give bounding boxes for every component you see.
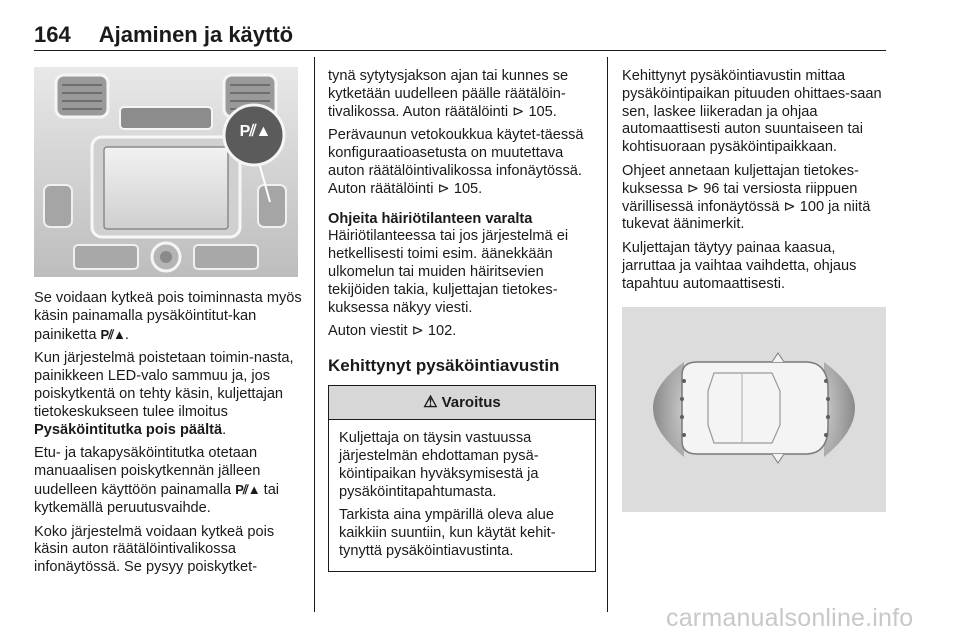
paragraph: Kun järjestelmä poistetaan toimin-nasta, painikkeen LED-valo sammuu ja, jos poiskytkentä on tehty käsin, kuljettajan tietokeskukseen tulee ilmoitus Pysäköintitutka pois päältä. bbox=[34, 350, 294, 438]
page-reference[interactable]: ⊳ 100 bbox=[783, 198, 825, 215]
header-rule bbox=[34, 50, 886, 51]
column-3 bbox=[622, 68, 890, 300]
paragraph: Häiriötilanteessa tai jos järjestelmä ei hetkellisesti toimi esim. äänekkään ulkomelun tai muiden häiritsevien tekijöiden takia, kuljettajan tietokes-kuksessa näkyy viesti. bbox=[328, 228, 569, 316]
paragraph: Koko järjestelmä voidaan kytkeä pois käsin auton räätälöintivalikossa infonäytössä. Se pysyy poiskytket- bbox=[34, 523, 275, 576]
dashboard-photo bbox=[34, 67, 298, 277]
page-reference[interactable]: ⊳ 102. bbox=[411, 323, 457, 340]
page-reference[interactable]: ⊳ 105. bbox=[437, 180, 483, 197]
subheading: Ohjeita häiriötilanteen varalta bbox=[328, 210, 533, 227]
page-reference[interactable]: ⊳ 96 bbox=[686, 180, 720, 197]
warning-box bbox=[328, 385, 596, 572]
paragraph: Kuljettaja on täysin vastuussa järjestelmän ehdottaman pysä-köintipaikan hyväksymisestä ja pysäköintitapahtumasta. bbox=[339, 430, 539, 500]
warning-title: Varoitus bbox=[441, 393, 501, 411]
paragraph: tynä sytytysjakson ajan tai kunnes se kytketään uudelleen päälle räätälöin-tivalikossa. Auton räätälöinti ⊳ 105. bbox=[328, 68, 569, 120]
section-heading: Kehittynyt pysäköintiavustin bbox=[328, 356, 560, 376]
paragraph: Auton viestit ⊳ 102. bbox=[328, 323, 457, 340]
column-1 bbox=[34, 290, 302, 583]
chapter-title: Ajaminen ja käyttö bbox=[98, 22, 294, 47]
page-header bbox=[34, 22, 886, 52]
watermark: carmanualsonline.info bbox=[666, 604, 914, 632]
parking-button-callout bbox=[232, 123, 278, 141]
paragraph: Perävaunun vetokoukkua käytet-täessä konfiguraatioasetusta on muutettava auton räätälöintivalikossa infonäytössä. Auton räätälöinti ⊳ 105. bbox=[328, 127, 584, 197]
page-reference[interactable]: ⊳ 105. bbox=[512, 103, 557, 120]
page-number: 164 bbox=[34, 22, 71, 47]
column-2 bbox=[328, 68, 596, 572]
parking-sensor-icon: P⫽▲ bbox=[235, 481, 260, 497]
warning-header bbox=[329, 386, 595, 420]
column-divider bbox=[607, 57, 608, 612]
parking-sensor-icon: P⫽▲ bbox=[100, 326, 125, 342]
warning-icon: ⚠ bbox=[423, 393, 438, 411]
paragraph: Etu- ja takapysäköintitutka otetaan manuaalisen poiskytkennän jälleen uudelleen käyttöön painamalla P⫽▲ tai kytkemällä peruutusvaihde. bbox=[34, 445, 280, 516]
column-divider bbox=[314, 57, 315, 612]
message-text: Pysäköintitutka pois päältä bbox=[34, 421, 223, 438]
paragraph: Kuljettajan täytyy painaa kaasua, jarruttaa ja vaihtaa vaihdetta, ohjaus tapahtuu automaattisesti. bbox=[622, 240, 857, 292]
paragraph: Tarkista aina ympärillä oleva alue kaikkiin suuntiin, kun käytät kehit-tynyttä pysäköintiavustinta. bbox=[339, 507, 556, 559]
parking-sensor-icon: P⫽▲ bbox=[239, 123, 271, 140]
paragraph: Se voidaan kytkeä pois toiminnasta myös käsin painamalla pysäköintitut-kan painiketta P⫽▲. bbox=[34, 290, 302, 343]
paragraph: Ohjeet annetaan kuljettajan tietokes-kuksessa ⊳ 96 tai versiosta riippuen värillisessä infonäytössä ⊳ 100 ja niitä tukevat äänimerkit. bbox=[622, 162, 871, 233]
warning-body bbox=[329, 420, 595, 571]
parking-sensor-illustration bbox=[622, 307, 886, 512]
paragraph: Kehittynyt pysäköintiavustin mittaa pysäköintipaikan pituuden ohittaes-saan sen, laskee liikeradan ja ohjaa automaattisesti auton suuntaiseen tai kohtisuoraan pysäköintipaikkaan. bbox=[622, 68, 882, 156]
